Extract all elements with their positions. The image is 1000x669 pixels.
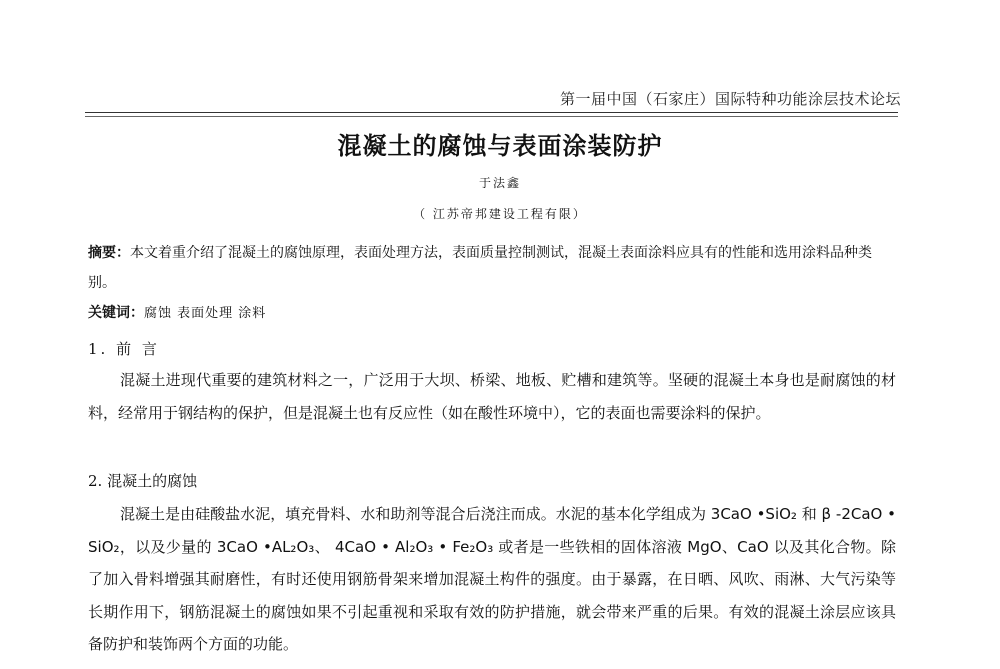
abstract	[88, 238, 896, 298]
header-rule	[85, 112, 898, 113]
header-rule-thin	[85, 116, 898, 117]
keywords-text: 腐蚀 表面处理 涂料	[144, 306, 267, 321]
author-affiliation: （ 江苏帝邦建设工程有限）	[413, 207, 587, 221]
author-name: 于法鑫	[478, 176, 521, 190]
keywords	[88, 301, 896, 326]
article-title: 混凝土的腐蚀与表面涂装防护	[337, 132, 663, 160]
abstract-label: 摘要：	[88, 245, 130, 261]
section-paragraph-introduction: 混凝土进现代重要的建筑材料之一，广泛用于大坝、桥梁、地板、贮槽和建筑等。坚硬的混凝土本身也是耐腐蚀的材料，经常用于钢结构的保护，但是混凝土也有反应性（如在酸性环境中），它的表面也需要涂料的保护。	[88, 371, 896, 422]
section-paragraph-corrosion: 混凝土是由硅酸盐水泥，填充骨料、水和助剂等混合后浇注而成。水泥的基本化学组成为 3CaO •SiO₂ 和 β -2CaO • SiO₂，以及少量的 3CaO •AL₂O₃、 4CaO • Al₂O₃ • Fe₂O₃ 或者是一些铁相的固体溶液 MgO、CaO 以及其化合物。除了加入骨料增强其耐磨性，有时还使用钢筋骨架来增加混凝土构件的强度。由于暴露，在日晒、风吹、雨淋、大气污染等长期作用下，钢筋混凝土的腐蚀如果不引起重视和采取有效的防护措施，就会带来严重的后果。有效的混凝土涂层应该具备防护和装饰两个方面的功能。	[88, 505, 896, 653]
abstract-text: 本文着重介绍了混凝土的腐蚀原理，表面处理方法，表面质量控制测试，混凝土表面涂料应具有的性能和选用涂料品种类别。	[88, 245, 872, 291]
section-heading-corrosion: 2. 混凝土的腐蚀	[88, 472, 198, 490]
section-heading-introduction: 1. 前 言	[88, 340, 160, 358]
running-header: 第一届中国（石家庄）国际特种功能涂层技术论坛	[560, 90, 902, 108]
keywords-label: 关键词：	[88, 305, 144, 321]
